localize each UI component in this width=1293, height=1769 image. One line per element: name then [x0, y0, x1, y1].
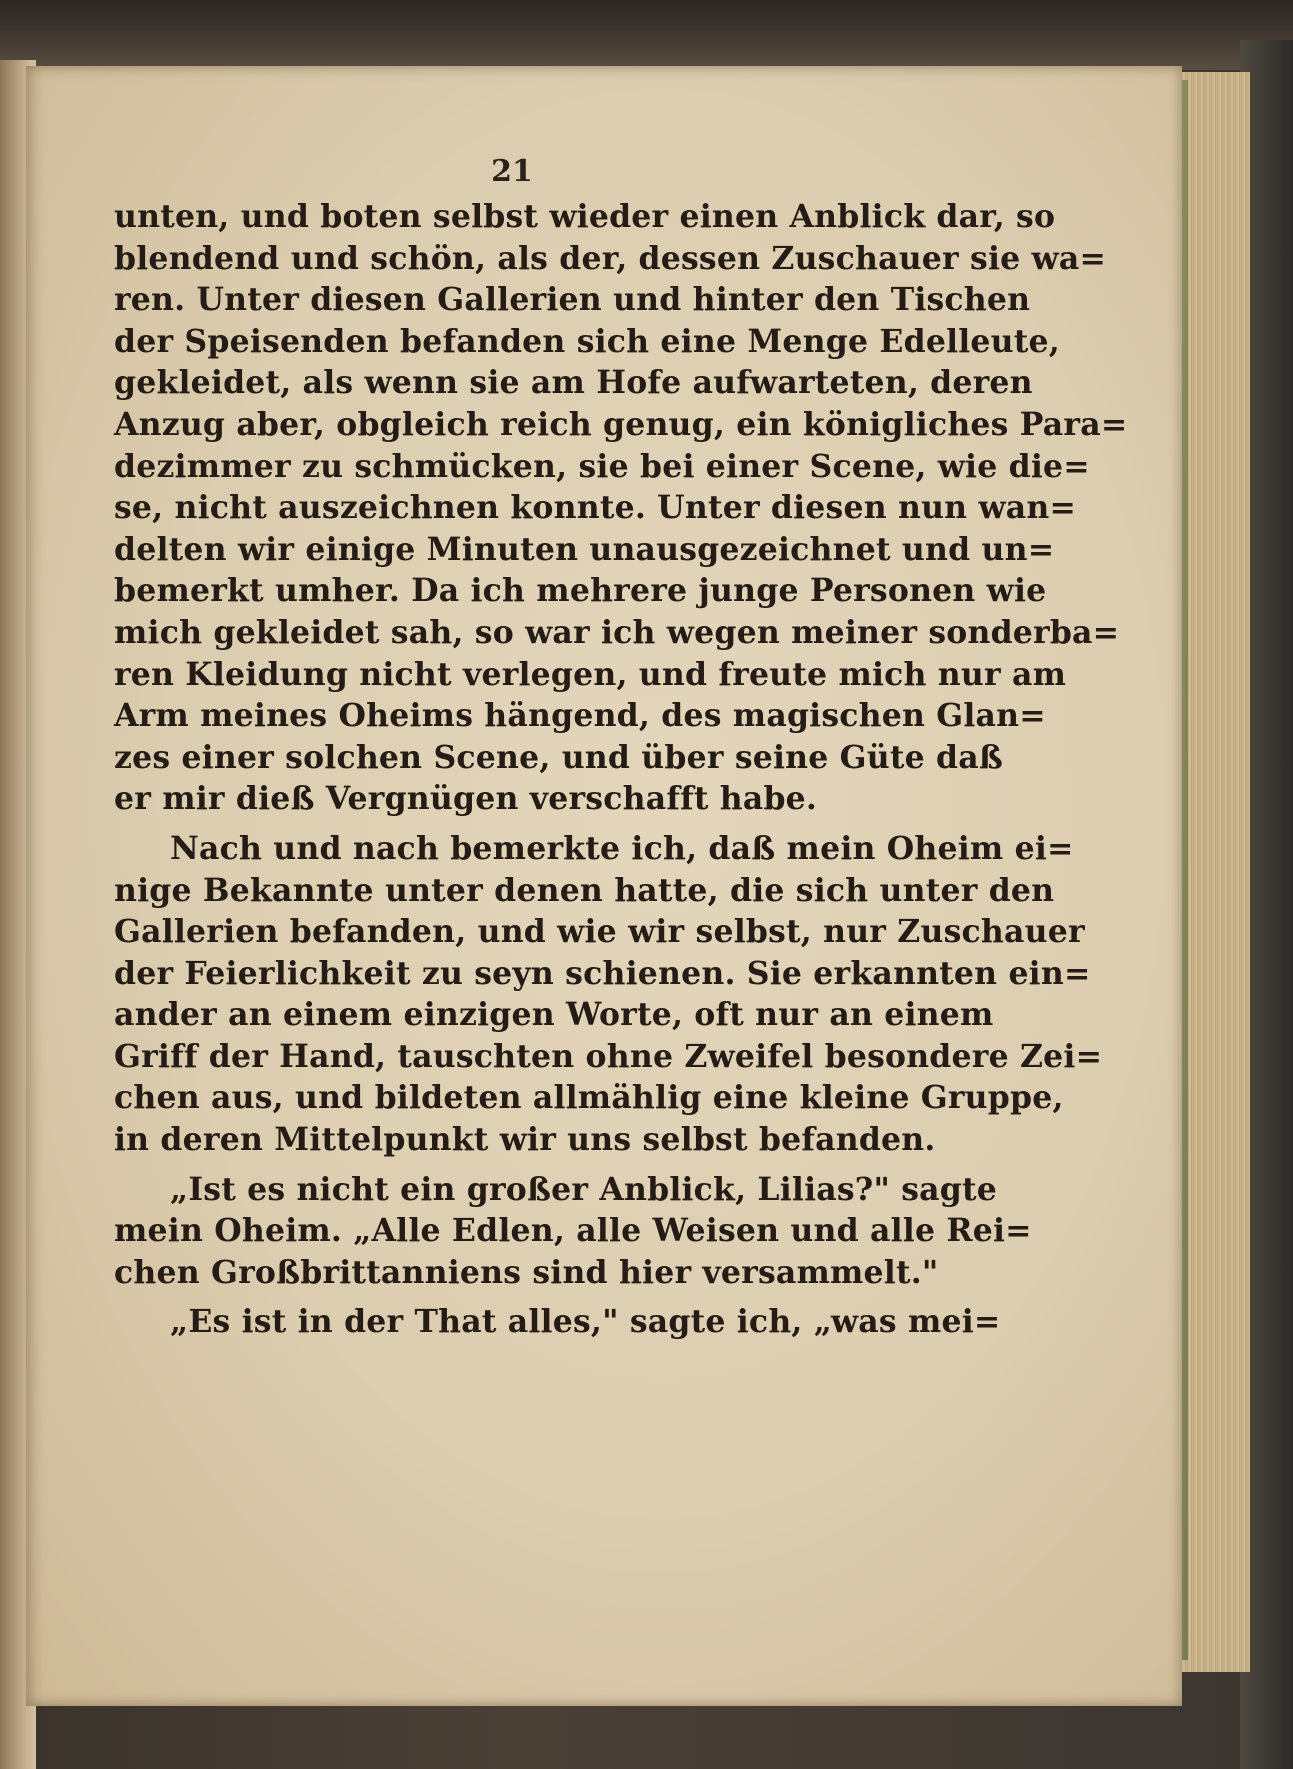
- text-line: bemerkt umher. Da ich mehrere junge Personen wie: [114, 572, 1047, 610]
- text-line: „Es ist in der That alles," sagte ich, „was mei=: [170, 1303, 1001, 1341]
- text-line: der Speisenden befanden sich eine Menge Edelleute,: [114, 322, 1060, 360]
- text-line: ren Kleidung nicht verlegen, und freute mich nur am: [114, 655, 1067, 693]
- text-line: chen Großbrittanniens sind hier versammelt.": [114, 1253, 939, 1291]
- text-line: mich gekleidet sah, so war ich wegen meiner sonderba=: [114, 613, 1120, 651]
- text-line: Gallerien befanden, und wie wir selbst, nur Zuschauer: [114, 913, 1085, 951]
- text-line: se, nicht auszeichnen konnte. Unter diesen nun wan=: [114, 489, 1077, 527]
- text-line: zes einer solchen Scene, und über seine Güte daß: [114, 738, 1004, 776]
- page-text: [114, 196, 1128, 1343]
- page-edges: [1178, 72, 1250, 1672]
- text-line: er mir dieß Vergnügen verschafft habe.: [114, 780, 818, 818]
- text-line: in deren Mittelpunkt wir uns selbst befanden.: [114, 1121, 936, 1159]
- text-line: Griff der Hand, tauschten ohne Zweifel besondere Zei=: [114, 1037, 1103, 1075]
- text-line: dezimmer zu schmücken, sie bei einer Scene, wie die=: [114, 447, 1090, 485]
- text-line: „Ist es nicht ein großer Anblick, Lilias?" sagte: [170, 1170, 997, 1208]
- text-line: Arm meines Oheims hängend, des magischen Glan=: [114, 697, 1046, 735]
- text-line: gekleidet, als wenn sie am Hofe aufwarteten, deren: [114, 364, 1033, 402]
- paragraph-gap: [114, 1161, 938, 1169]
- text-line: chen aus, und bildeten allmählig eine kleine Gruppe,: [114, 1079, 1064, 1117]
- text-line: mein Oheim. „Alle Edlen, alle Weisen und alle Rei=: [114, 1212, 1032, 1250]
- text-line: der Feierlichkeit zu seyn schienen. Sie erkannten ein=: [114, 954, 1091, 992]
- page-number: 21: [491, 154, 533, 189]
- text-line: ander an einem einzigen Worte, oft nur an einem: [114, 996, 994, 1034]
- text-line: Nach und nach bemerkte ich, daß mein Oheim ei=: [170, 829, 1074, 867]
- text-line: nige Bekannte unter denen hatte, die sich unter den: [114, 871, 1055, 909]
- text-line: blendend und schön, als der, dessen Zuschauer sie wa=: [114, 239, 1107, 277]
- paragraph-gap: [114, 1293, 938, 1301]
- text-line: ren. Unter diesen Gallerien und hinter den Tischen: [114, 281, 1031, 319]
- text-line: unten, und boten selbst wieder einen Anblick dar, so: [114, 198, 1056, 235]
- book-page: [26, 66, 1182, 1706]
- text-line: Anzug aber, obgleich reich genug, ein königliches Para=: [114, 405, 1128, 443]
- text-line: delten wir einige Minuten unausgezeichnet und un=: [114, 530, 1055, 568]
- paragraph-gap: [114, 820, 938, 828]
- book-cover-top: [0, 0, 1293, 70]
